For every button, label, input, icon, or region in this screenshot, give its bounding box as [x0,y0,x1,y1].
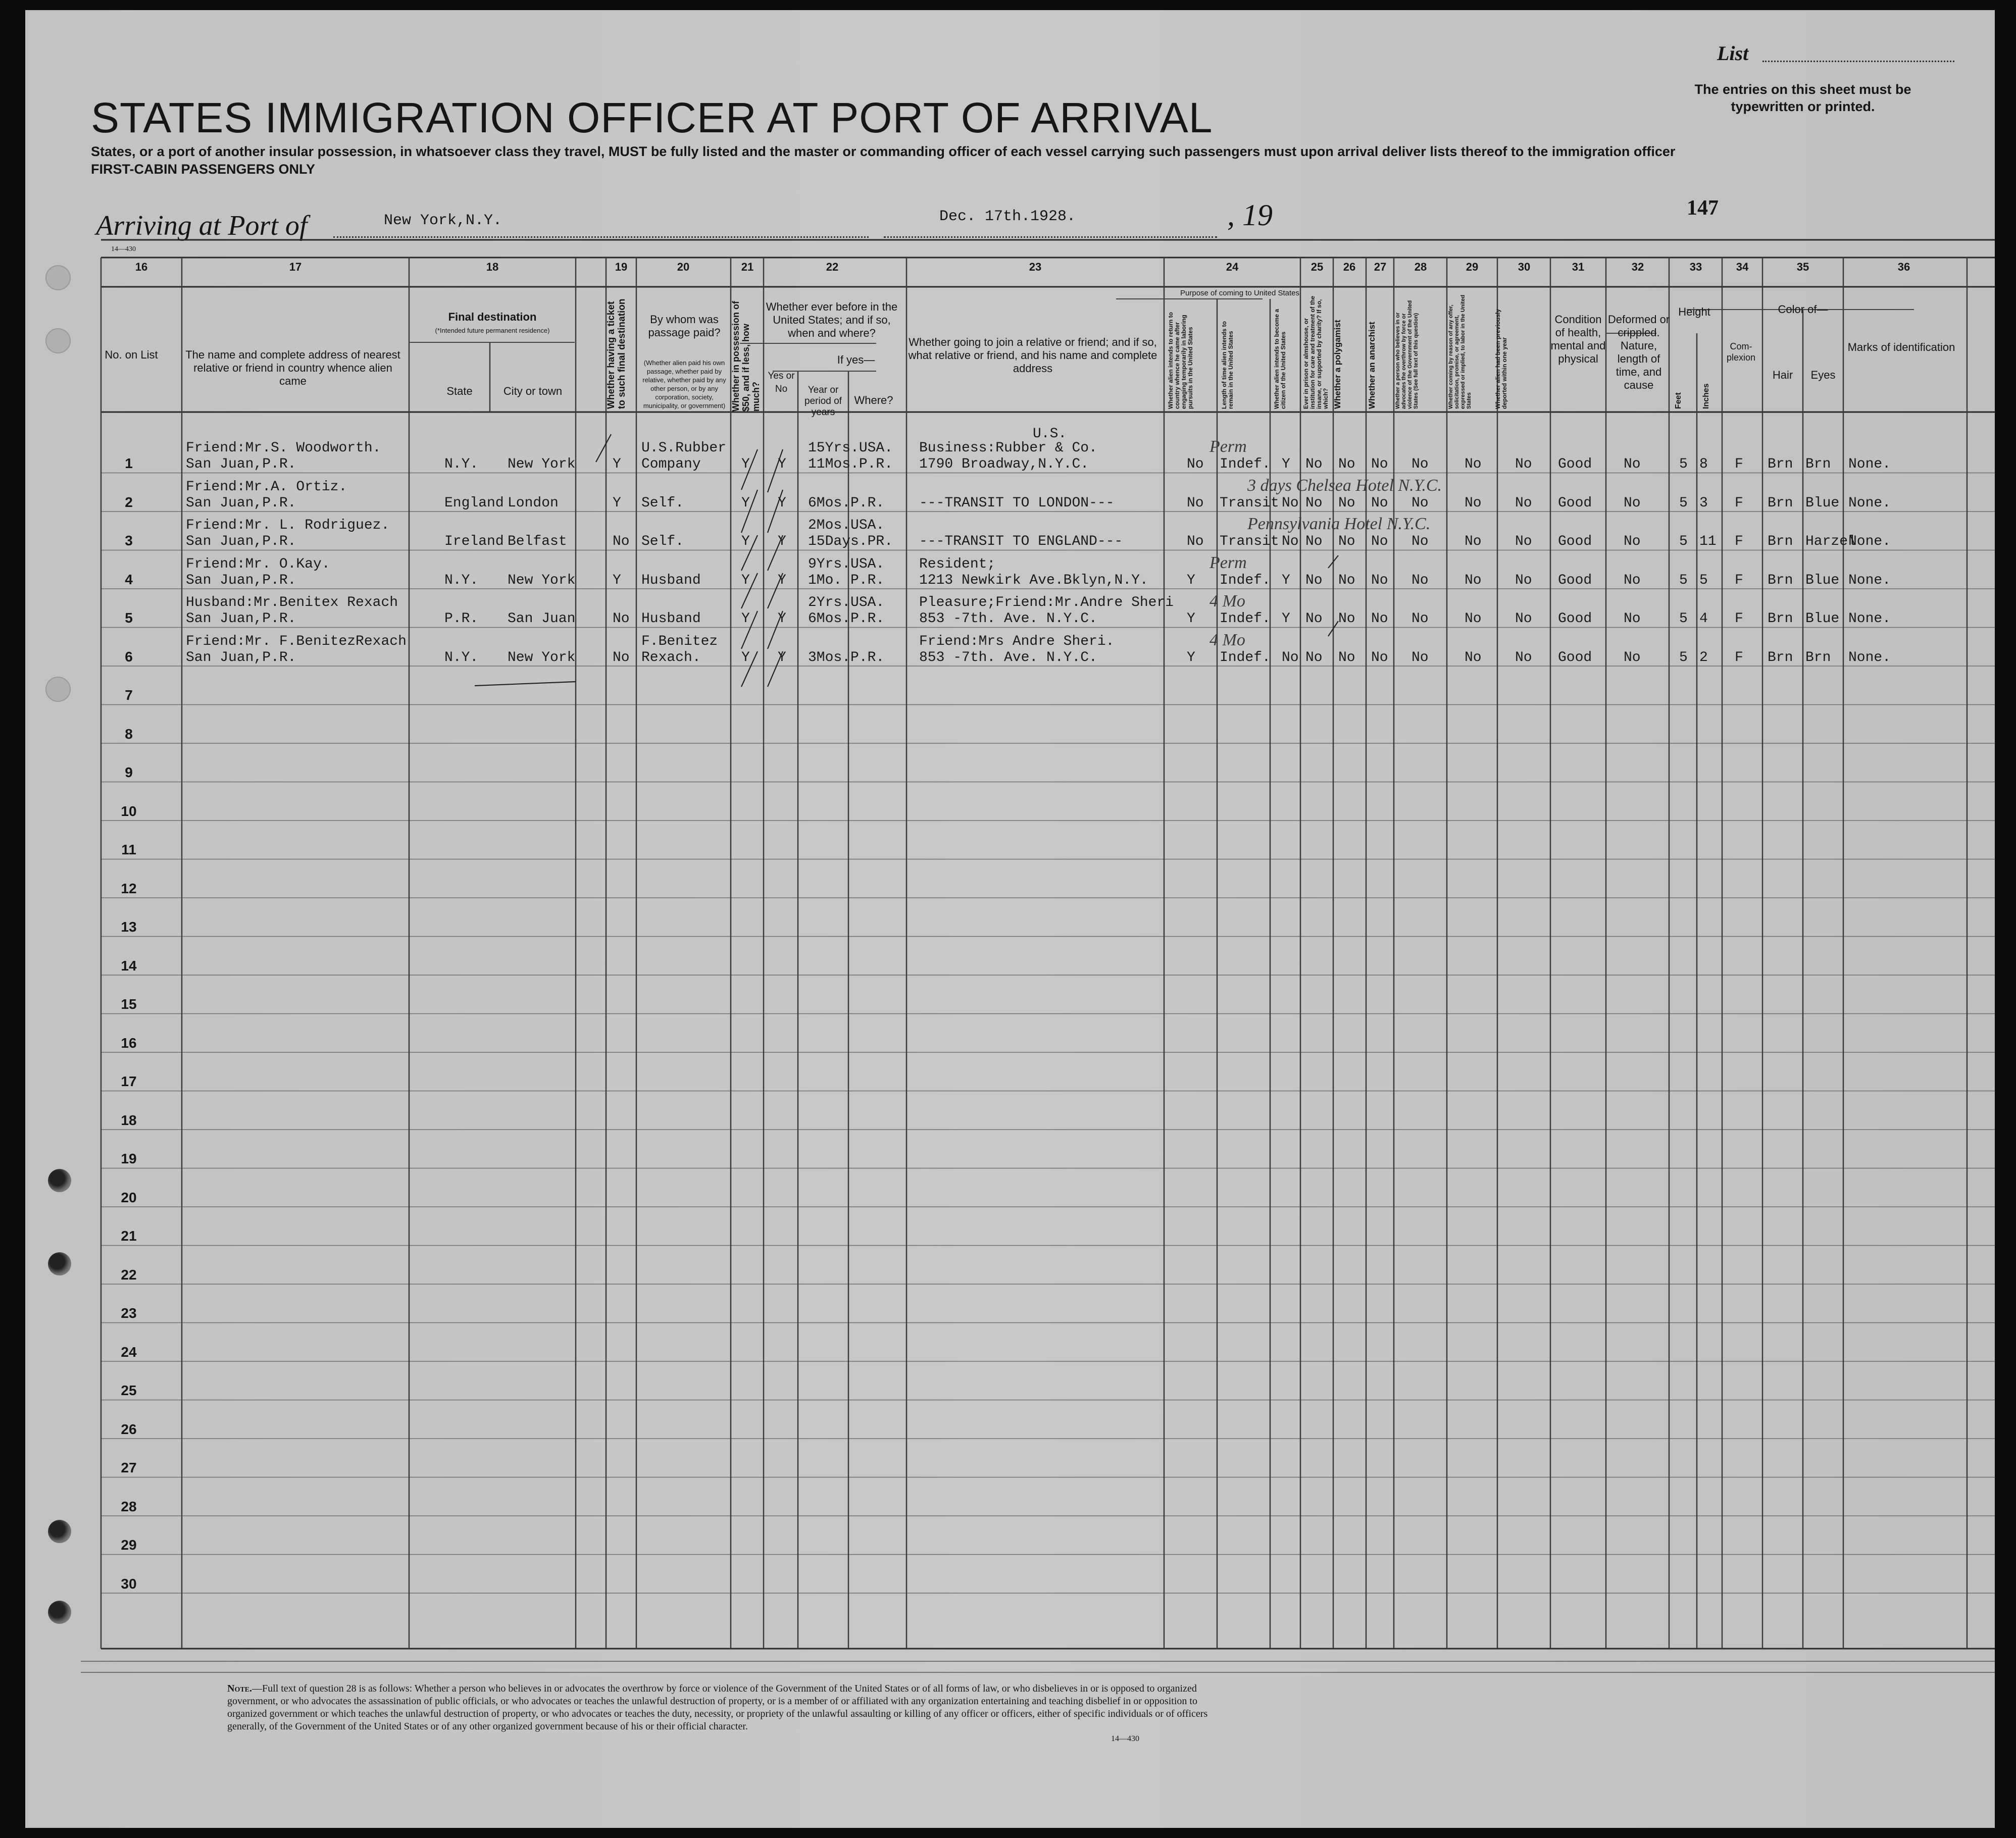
column-number: 24 [1226,261,1239,273]
column-number: 36 [1897,261,1910,273]
column-number: 19 [615,261,628,273]
prison-cell: No [1305,534,1323,549]
row-number: 29 [121,1537,137,1553]
stay-length-cell: Transit [1220,495,1279,511]
column-number: 33 [1689,261,1702,273]
inches-cell: 5 [1699,572,1708,588]
feet-cell: 5 [1679,456,1688,472]
joining-cell: 853 -7th. Ave. N.Y.C. [919,611,1097,627]
possession-cell: Y [741,495,750,511]
health-cell: Good [1558,534,1592,549]
feet-cell: 5 [1679,495,1688,511]
row-number: 18 [121,1112,137,1128]
state-cell: England [444,495,504,511]
ticket-cell: Y [613,572,621,588]
header-feet: Feet [1674,392,1683,409]
feet-cell: 5 [1679,611,1688,627]
row-number: 6 [125,648,133,665]
joining-cell: Friend:Mrs Andre Sheri. [919,633,1115,649]
date-value: Dec. 17th.1928. [939,208,1076,225]
column-number: 16 [135,261,148,273]
period-cell: 6Mos.P.R. [808,611,885,627]
city-cell: New York [508,572,576,588]
ever-before-cell: Y [778,611,786,627]
row-number: 10 [121,803,137,819]
relative-name: Friend:Mr. L. Rodriguez. [186,518,390,533]
overthrow-cell: No [1412,572,1429,588]
page-title: STATES IMMIGRATION OFFICER AT PORT OF ARRIVAL [91,94,1213,141]
passage-paid-cell: Husband [641,572,701,588]
complexion-cell: F [1735,495,1743,511]
row-number: 4 [125,571,133,587]
relative-address: San Juan,P.R. [186,495,296,511]
port-value: New York,N.Y. [384,212,502,229]
ever-before-cell: Y [778,534,786,549]
complexion-cell: F [1735,572,1743,588]
return-intent-cell: Y [1187,611,1195,627]
deformed-cell: No [1624,456,1641,472]
anarchist-cell: No [1371,611,1388,627]
hair-cell: Brn [1768,456,1793,472]
ever-before-cell: Y [778,495,786,511]
anarchist-cell: No [1371,534,1388,549]
deported-cell: No [1515,456,1532,472]
stay-length-cell: Indef. [1220,456,1271,472]
row-number: 22 [121,1266,137,1283]
column-number: 30 [1518,261,1531,273]
overthrow-cell: No [1412,495,1429,511]
marks-cell: None. [1848,649,1891,666]
hair-cell: Brn [1768,495,1793,511]
relative-address: San Juan,P.R. [186,456,296,472]
row-number: 7 [125,687,133,703]
row-number: 13 [121,919,137,935]
form-number-top: 14—430 [111,245,136,253]
header-ever-before: Whether ever before in the United States; and if so, when and where? [766,300,898,339]
column-number: 29 [1466,261,1479,273]
header-health: Condition of health, mental and physical [1550,313,1606,365]
list-label: List [1717,42,1749,65]
offer-cell: No [1465,572,1482,588]
feet-cell: 5 [1679,534,1688,549]
relative-name: Friend:Mr. O.Kay. [186,556,330,572]
anarchist-cell: No [1371,495,1388,511]
header-state: State [446,385,473,397]
eyes-cell: Brn [1805,456,1831,472]
polygamist-cell: No [1338,495,1355,511]
prison-cell: No [1305,649,1323,666]
row-number: 8 [125,726,133,742]
column-number: 28 [1414,261,1427,273]
overthrow-cell: No [1412,611,1429,627]
citizen-intent-cell: Y [1282,611,1290,627]
eyes-cell: Blue [1805,572,1840,588]
state-cell: Ireland [444,534,504,549]
footnote-text: —Full text of question 28 is as follows: Whether a person who believes in or advocates the overthrow by force or violence of the Government of the United States or of all forms of law, or who disbelieves in or is opposed to organized government, or who advocates the assassination of public officials, or who advocates or teaches the unlawful destruction of property, or is a member of or affiliated with any organization entertaining and teaching disbelief in or opposition to organized government or which teaches the unlawful destruction of property, or who advocates or teaches the duty, necessity, or propriety of the unlawful assaulting or killing of any officer or officers, either of specific individuals or of officers generally, of the Government of the United States or of any other organized government because of his or their official character. [227,1683,1208,1732]
inches-cell: 11 [1699,534,1717,549]
feet-cell: 5 [1679,649,1688,666]
inches-cell: 2 [1699,649,1708,666]
deported-cell: No [1515,495,1532,511]
overthrow-cell: No [1412,649,1429,666]
header-eyes: Eyes [1810,369,1836,381]
complexion-cell: F [1735,534,1743,549]
period-cell: 1Mo. P.R. [808,572,885,588]
year-label: , 19 [1227,198,1273,232]
complexion-cell: F [1735,456,1743,472]
city-cell: London [508,495,559,511]
period-cell: 2Yrs.USA. [808,595,885,610]
relative-address: San Juan,P.R. [186,572,296,588]
ticket-cell: No [613,649,630,666]
health-cell: Good [1558,572,1592,588]
overthrow-cell: No [1412,534,1429,549]
eyes-cell: Blue [1805,495,1840,511]
header-inches: Inches [1702,383,1710,409]
period-cell: 6Mos.P.R. [808,495,885,511]
header-deformed: Deformed or crippled. Nature, length of time, and cause [1607,313,1670,391]
typewritten-note: The entries on this sheet must be typewritten or printed. [1694,82,1911,114]
citizen-intent-cell: Y [1282,572,1290,588]
joining-cell: 1213 Newkirk Ave.Bklyn,N.Y. [919,572,1148,588]
relative-address: San Juan,P.R. [186,534,296,549]
period-cell: 2Mos.USA. [808,518,885,533]
city-cell: San Juan [508,611,576,627]
city-cell: New York [508,649,576,666]
row-number: 30 [121,1575,137,1592]
passage-paid-cell: Husband [641,611,701,627]
handwritten-annotation: 4 Mo [1209,630,1245,649]
return-intent-cell: Y [1187,649,1195,666]
ever-before-cell: Y [778,456,786,472]
joining-cell: ---TRANSIT TO ENGLAND--- [919,534,1123,549]
footnote [227,1682,1237,1733]
polygamist-cell: No [1338,456,1355,472]
relative-address: San Juan,P.R. [186,611,296,627]
header-final-destination: Final destination [448,311,537,323]
offer-cell: No [1465,495,1482,511]
city-cell: Belfast [508,534,567,549]
deported-cell: No [1515,611,1532,627]
hair-cell: Brn [1768,611,1793,627]
prison-cell: No [1305,611,1323,627]
joining-cell: 853 -7th. Ave. N.Y.C. [919,649,1097,666]
hair-cell: Brn [1768,572,1793,588]
anarchist-cell: No [1371,572,1388,588]
joining-cell: 1790 Broadway,N.Y.C. [919,456,1089,472]
row-number: 9 [125,764,133,780]
stay-length-cell: Indef. [1220,572,1271,588]
health-cell: Good [1558,649,1592,666]
marks-cell: None. [1848,456,1891,472]
relative-name: Friend:Mr.S. Woodworth. [186,440,381,456]
row-number: 27 [121,1460,137,1475]
polygamist-cell: No [1338,649,1355,666]
joining-cell: Business:Rubber & Co. [919,440,1097,456]
column-number: 27 [1374,261,1387,273]
row-number: 14 [121,957,137,974]
passage-paid-cell: Self. [641,534,684,549]
state-cell: P.R. [444,611,479,627]
header-final-destination-note: (*Intended future permanent residence) [435,327,550,334]
offer-cell: No [1465,456,1482,472]
citizen-intent-cell: No [1282,495,1299,511]
manifest-sheet [25,10,1995,1828]
footnote-label: Note. [227,1683,253,1694]
prison-cell: No [1305,456,1323,472]
row-number: 28 [121,1498,137,1514]
citizen-intent-cell: No [1282,534,1299,549]
header-hair: Hair [1772,369,1793,381]
polygamist-cell: No [1338,611,1355,627]
row-number: 3 [125,533,133,548]
header-possession: Whether in possession of $50, and if less, how much? [731,300,761,412]
column-number: 23 [1029,261,1042,273]
header-purpose-c: Whether alien intends to become a citizen of the United States [1273,309,1287,409]
row-number: 26 [121,1421,137,1437]
stay-length-cell: Indef. [1220,649,1271,666]
ever-before-cell: Y [778,572,786,588]
offer-cell: No [1465,611,1482,627]
anarchist-cell: No [1371,456,1388,472]
polygamist-cell: No [1338,572,1355,588]
joining-cell: Pleasure;Friend:Mr.Andre Sheri [919,595,1174,610]
return-intent-cell: Y [1187,572,1195,588]
row-number: 1 [125,455,133,471]
return-intent-cell: No [1187,534,1204,549]
header-no-on-list: No. on List [105,348,158,361]
period-cell: 15Days.PR. [808,534,893,549]
prison-cell: No [1305,572,1323,588]
possession-cell: Y [741,649,750,666]
header-yes-no: Yes or No [768,371,795,394]
feet-cell: 5 [1679,572,1688,588]
relative-address: San Juan,P.R. [186,649,296,666]
header-purpose-b: Length of time alien intends to remain in the United States [1221,321,1234,409]
marks-cell: None. [1848,572,1891,588]
header-complexion: Com-plexion [1726,341,1756,363]
ticket-cell: No [613,611,630,627]
deformed-cell: No [1624,611,1641,627]
deported-cell: No [1515,572,1532,588]
relative-name: Friend:Mr. F.BenitezRexach [186,633,407,649]
passage-paid-cell: U.S.Rubber [641,440,727,456]
header-period: Year or period of years [804,385,842,418]
passage-paid-cell: Self. [641,495,684,511]
column-number: 25 [1311,261,1324,273]
stay-length-cell: Indef. [1220,611,1271,627]
header-deported: Whether alien had been previously deported within one year [1494,309,1508,409]
column-number: 21 [741,261,754,273]
row-number: 24 [121,1344,137,1360]
row-number: 2 [125,494,133,510]
header-purpose-a: Whether alien intends to return to country whence he came after engaging temporarily in laboring pursuits in the United States [1167,312,1194,409]
return-intent-cell: No [1187,495,1204,511]
header-offer: Whether coming by reason of any offer, solicitation, promise, or agreement, expressed or implied, to labor in the United States [1448,294,1472,409]
ever-before-cell: Y [778,649,786,666]
possession-cell: Y [741,572,750,588]
health-cell: Good [1558,456,1592,472]
city-cell: New York [508,456,576,472]
eyes-cell: Blue [1805,611,1840,627]
list-number: 147 [1687,196,1719,220]
row-number: 12 [121,880,137,896]
row-number: 25 [121,1383,137,1398]
header-passage-paid: By whom was passage paid? [648,313,721,339]
relative-name: Friend:Mr.A. Ortiz. [186,479,347,495]
header-if-yes: If yes— [837,353,875,366]
marks-cell: None. [1848,611,1891,627]
header-color-of: Color of— [1778,303,1828,316]
overthrow-cell: No [1412,456,1429,472]
header-ticket: Whether having a ticket to such final destination [606,298,627,409]
arriving-label: Arriving at Port of [96,210,308,241]
header-where: Where? [854,394,893,406]
polygamist-cell: No [1338,534,1355,549]
row-number: 11 [121,842,136,857]
handwritten-annotation: Perm [1209,437,1247,456]
return-intent-cell: No [1187,456,1204,472]
period-cell: 3Mos.P.R. [808,649,885,666]
header-marks: Marks of identification [1847,341,1955,353]
handwritten-annotation: 4 Mo [1209,592,1245,610]
period-cell: 9Yrs.USA. [808,556,885,572]
offer-cell: No [1465,649,1482,666]
complexion-cell: F [1735,649,1743,666]
header-passage-paid-note: (Whether alien paid his own passage, whether paid by relative, whether paid by any other person, or by any corporation, society, municipality, or government) [642,359,726,410]
row-number: 23 [121,1305,137,1321]
column-number: 18 [486,261,499,273]
column-number: 17 [289,261,302,273]
joining-cell: Resident; [919,556,996,572]
marks-cell: None. [1848,495,1891,511]
column-number: 22 [826,261,839,273]
instructions: States, or a port of another insular possession, in whatsoever class they travel, MUST be fully listed and the master or commanding officer of each vessel carrying such passengers must upon arrival deliver lists thereof to the immigration officer [91,144,1676,159]
period-cell: 15Yrs.USA. [808,440,893,456]
prison-cell: No [1305,495,1323,511]
health-cell: Good [1558,611,1592,627]
ticket-cell: No [613,534,630,549]
header-overthrow: Whether a person who believes in or advocates the overthrow by force or violence of the Government of the United States (See full text of this question) [1395,300,1419,409]
form-grid [25,10,1995,1828]
deformed-cell: No [1624,572,1641,588]
row-number: 19 [121,1151,137,1166]
column-number: 31 [1572,261,1585,273]
hair-cell: Brn [1768,534,1793,549]
header-city: City or town [503,385,563,397]
passage-paid-cell: Rexach. [641,649,701,666]
row-number: 5 [125,610,133,626]
eyes-cell: Harzel [1805,534,1856,549]
state-cell: N.Y. [444,572,479,588]
complexion-cell: F [1735,611,1743,627]
period-cell: 11Mos.P.R. [808,456,893,472]
header-prison: Ever in prison or almshouse, or institution for care and treatment of the insane, or supported by charity? If so, which? [1302,295,1329,409]
inches-cell: 8 [1699,456,1708,472]
deported-cell: No [1515,534,1532,549]
state-cell: N.Y. [444,456,479,472]
hair-cell: Brn [1768,649,1793,666]
header-relative: The name and complete address of nearest relative or friend in country whence alien came [185,348,400,387]
deported-cell: No [1515,649,1532,666]
column-number: 20 [677,261,690,273]
row-number: 16 [121,1035,137,1051]
row-number: 21 [121,1228,137,1244]
inches-cell: 3 [1699,495,1708,511]
marks-cell: None. [1848,534,1891,549]
header-anarchist: Whether an anarchist [1367,322,1377,409]
state-cell: N.Y. [444,649,479,666]
deformed-cell: No [1624,495,1641,511]
citizen-intent-cell: Y [1282,456,1290,472]
header-polygamist: Whether a polygamist [1333,320,1342,409]
header-height: Height [1678,305,1710,318]
ticket-cell: Y [613,495,621,511]
stay-length-cell: Transit [1220,534,1279,549]
inches-cell: 4 [1699,611,1708,627]
column-number: 35 [1796,261,1809,273]
possession-cell: Y [741,611,750,627]
passage-paid-cell: F.Benitez [641,633,718,649]
column-number: 34 [1736,261,1749,273]
passage-paid-cell: Company [641,456,701,472]
row-number: 15 [121,996,137,1012]
handwritten-annotation: Perm [1209,553,1247,572]
row-number: 17 [121,1074,137,1089]
possession-cell: Y [741,456,750,472]
form-number-bottom: 14—430 [1111,1734,1139,1743]
class-note: FIRST-CABIN PASSENGERS ONLY [91,162,316,177]
citizen-intent-cell: No [1282,649,1299,666]
column-number: 32 [1631,261,1644,273]
handwritten-annotation: 3 days Chelsea Hotel N.Y.C. [1247,476,1442,495]
anarchist-cell: No [1371,649,1388,666]
joining-cell: ---TRANSIT TO LONDON--- [919,495,1115,511]
deformed-cell: No [1624,649,1641,666]
row-number: 20 [121,1189,137,1205]
joining-cell: U.S. [1033,426,1067,442]
offer-cell: No [1465,534,1482,549]
health-cell: Good [1558,495,1592,511]
ticket-cell: Y [613,456,621,472]
relative-name: Husband:Mr.Benitex Rexach [186,595,398,610]
header-joining: Whether going to join a relative or friend; and if so, what relative or friend, and his name and complete address [908,336,1157,375]
column-number: 26 [1343,261,1356,273]
handwritten-annotation: Pennsylvania Hotel N.Y.C. [1247,515,1431,533]
header-purpose: Purpose of coming to United States [1180,289,1299,297]
possession-cell: Y [741,534,750,549]
deformed-cell: No [1624,534,1641,549]
eyes-cell: Brn [1805,649,1831,666]
